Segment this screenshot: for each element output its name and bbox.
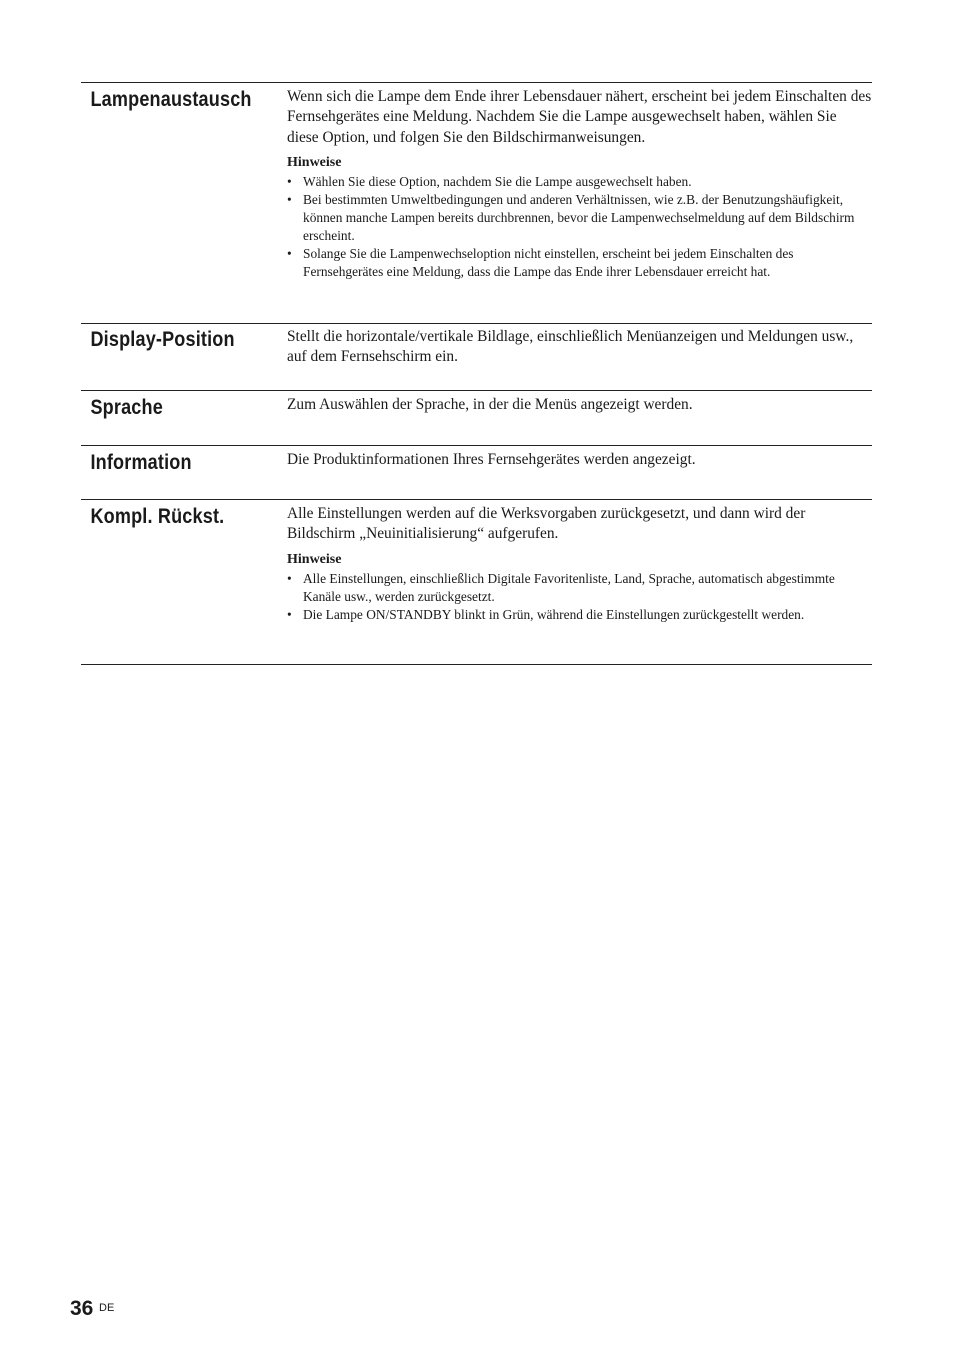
- setting-term: Kompl. Rückst.: [90, 505, 225, 528]
- page-number: 36: [70, 1297, 94, 1320]
- note-item: • Solange Sie die Lampenwechseloption nicht einstellen, erscheint bei jedem Einschalten des Fernsehgerätes eine Meldung, dass die Lampe das Ende ihrer Lebensdauer erreicht hat.: [287, 245, 872, 281]
- setting-row-information: [81, 446, 872, 500]
- notes-list: [287, 173, 872, 281]
- description-text: Stellt die horizontale/vertikale Bildlage, einschließlich Menüanzeigen und Meldungen usw., auf dem Fernsehschirm ein.: [287, 328, 854, 366]
- setting-row-lampenaustausch: [81, 83, 872, 324]
- setting-term: Information: [90, 451, 192, 474]
- notes-heading: Hinweise: [287, 155, 342, 171]
- notes-heading: Hinweise: [287, 551, 342, 567]
- description-text: Alle Einstellungen werden auf die Werksvorgaben zurückgesetzt, und dann wird der Bildschirm „Neuinitialisierung“ aufgerufen.: [287, 505, 806, 543]
- setting-description: [287, 83, 872, 323]
- description-text: Zum Auswählen der Sprache, in der die Menüs angezeigt werden.: [287, 396, 693, 413]
- description-text: Die Produktinformationen Ihres Fernsehgerätes werden angezeigt.: [287, 451, 696, 468]
- settings-table: [81, 82, 872, 665]
- setting-description: [287, 500, 872, 664]
- setting-row-sprache: [81, 391, 872, 446]
- setting-term: Display-Position: [90, 328, 235, 351]
- note-item: • Die Lampe ON/STANDBY blinkt in Grün, während die Einstellungen zurückgestellt werden.: [287, 606, 872, 624]
- note-item: • Alle Einstellungen, einschließlich Digitale Favoritenliste, Land, Sprache, automatisch abgestimmte Kanäle usw., werden zurückgesetzt.: [287, 570, 872, 606]
- notes-list: [287, 570, 872, 624]
- setting-description: [287, 391, 872, 445]
- setting-row-kompl-rueckst: [81, 500, 872, 665]
- setting-description: [287, 324, 872, 390]
- setting-term: Sprache: [90, 396, 163, 419]
- setting-term: Lampenaustausch: [90, 88, 252, 111]
- description-text: Wenn sich die Lampe dem Ende ihrer Lebensdauer nähert, erscheint bei jedem Einschalten des Fernsehgerätes eine Meldung. Nachdem Sie die Lampe ausgewechselt haben, wählen Sie diese Option, und folgen Sie den Bildschirmanweisungen.: [287, 88, 872, 146]
- note-item: • Bei bestimmten Umweltbedingungen und anderen Verhältnissen, wie z.B. der Benutzungshäufigkeit, können manche Lampen bereits durchbrennen, bevor die Lampenwechselmeldung auf dem Bildschirm erscheint.: [287, 191, 872, 245]
- setting-row-display-position: [81, 324, 872, 391]
- page-language-code: DE: [99, 1302, 115, 1314]
- note-item: • Wählen Sie diese Option, nachdem Sie die Lampe ausgewechselt haben.: [287, 173, 872, 191]
- setting-description: [287, 446, 872, 499]
